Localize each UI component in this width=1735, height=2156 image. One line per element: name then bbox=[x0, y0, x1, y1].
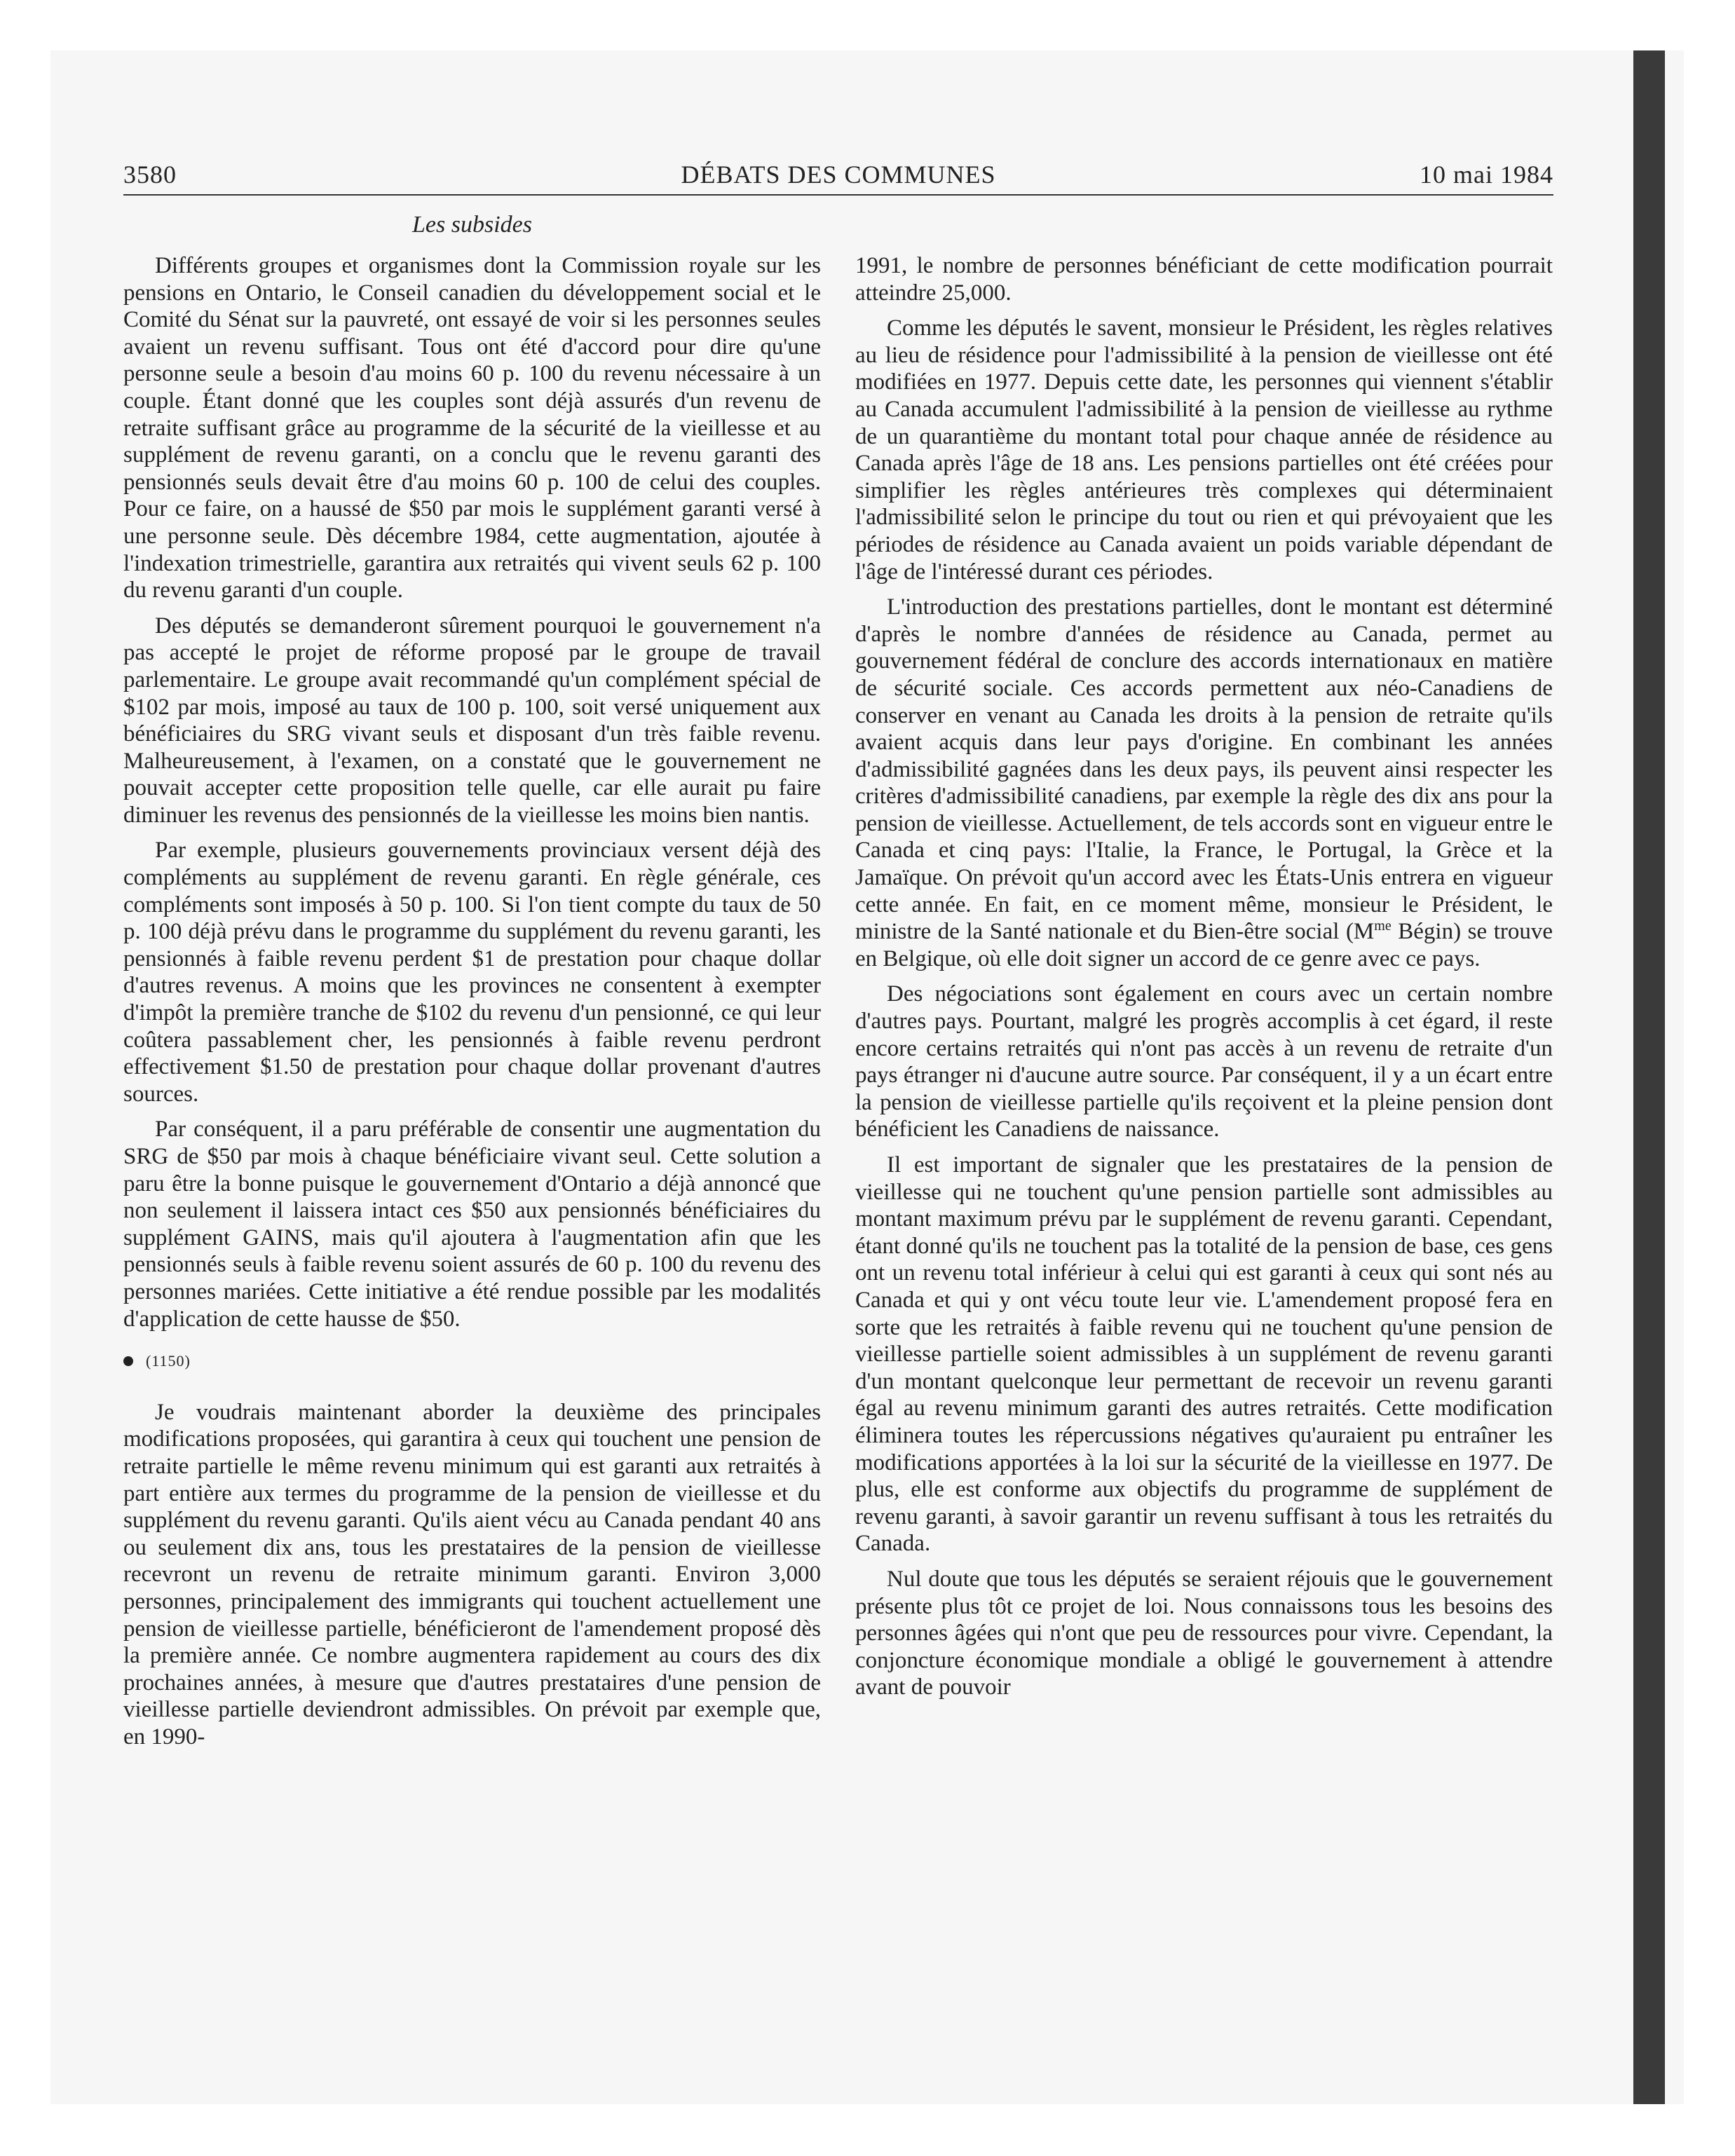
paragraph: Par conséquent, il a paru préférable de consentir une augmentation du SRG de $50 par mois à chaque bénéficiaire vivant seul. Cette solution a paru être la bonne puisque le gouvernement d'Ontario a déjà annoncé que non seulement il laissera intact ces $50 aux pensionnés bénéficiaires du supplément GAINS, mais qu'il ajoutera à l'augmentation afin que les pensionnés seuls à faible revenu soient assurés de 60 p. 100 du revenu des personnes mariées. Cette initiative a été rendue possible par les modalités d'application de cette hausse de $50. bbox=[123, 1117, 821, 1332]
section-title: Les subsides bbox=[412, 212, 532, 238]
publication-title: DÉBATS DES COMMUNES bbox=[681, 161, 996, 189]
paragraph: Nul doute que tous les députés se seraient réjouis que le gouvernement présente plus tôt ce projet de loi. Nous connaissons tous les besoins des personnes âgées qui n'ont que peu de ressources pour vivre. Cependant, la conjoncture économique mondiale a obligé le gouvernement à attendre avant de pouvoir bbox=[855, 1566, 1553, 1700]
paragraph: Comme les députés le savent, monsieur le Président, les règles relatives au lieu de résidence pour l'admissibilité à la pension de vieillesse ont été modifiées en 1977. Depuis cette date, les personnes qui viennent s'établir au Canada accumulent l'admissibilité à la pension de vieillesse au rythme de un quarantième du montant total pour chaque année de résidence au Canada après l'âge de 18 ans. Les pensions partielles ont été créées pour simplifier les règles antérieures très complexes qui déterminaient l'admissibilité selon le principe du tout ou rien et qui prévoyaient que les périodes de résidence au Canada avaient un poids variable dépendant de l'âge de l'intéressé durant ces périodes. bbox=[855, 315, 1553, 585]
page-number: 3580 bbox=[123, 161, 177, 189]
time-marker-label: (1150) bbox=[146, 1352, 191, 1370]
header-rule bbox=[123, 194, 1553, 196]
superscript: me bbox=[1374, 918, 1392, 934]
scan-edge bbox=[1633, 50, 1665, 2104]
paragraph: Différents groupes et organismes dont la Commission royale sur les pensions en Ontario, le Conseil canadien du développement social et le Comité du Sénat sur la pauvreté, ont essayé de voir si les personnes seules avaient un revenu suffisant. Tous ont été d'accord pour dire qu'une personne seule a besoin d'au moins 60 p. 100 du revenu nécessaire à un couple. Étant donné que les couples sont déjà assurés d'un revenu de retraite suffisant grâce au programme de la sécurité de la vieillesse et au supplément de revenu garanti, on a conclu que le revenu garanti des pensionnés seuls devait être d'au moins 60 p. 100 de celui des couples. Pour ce faire, on a haussé de $50 par mois le supplément garanti versé à une personne seule. Dès décembre 1984, cette augmentation, ajoutée à l'indexation trimestrielle, garantira aux retraités qui vivent seuls 62 p. 100 du revenu garanti d'un couple. bbox=[123, 253, 821, 603]
paragraph: Des négociations sont également en cours avec un certain nombre d'autres pays. Pourtant, malgré les progrès accomplis à cet égard, il reste encore certains retraités qui n'ont pas accès à un revenu de retraite d'un pays étranger ni d'aucune autre source. Par conséquent, il y a un écart entre la pension de vieillesse partielle qu'ils reçoivent et la pleine pension dont bénéficient les Canadiens de naissance. bbox=[855, 981, 1553, 1142]
paragraph: Par exemple, plusieurs gouvernements provinciaux versent déjà des compléments au supplément de revenu garanti. En règle générale, ces compléments sont imposés à 50 p. 100. Si l'on tient compte du taux de 50 p. 100 déjà prévu dans le programme du supplément du revenu garanti, les pensionnés à faible revenu perdent $1 de prestation pour chaque dollar d'autres revenus. A moins que les provinces ne consentent à exempter d'impôt la première tranche de $102 du revenu d'un pensionné, ce qui leur coûtera passablement cher, les pensionnés à faible revenu perdront effectivement $1.50 de prestation pour chaque dollar provenant d'autres sources. bbox=[123, 838, 821, 1107]
publication-date: 10 mai 1984 bbox=[1420, 161, 1553, 189]
paragraph bbox=[855, 594, 1553, 972]
paragraph: Il est important de signaler que les prestataires de la pension de vieillesse qui ne touchent qu'une pension partielle sont admissibles au montant maximum prévu par le supplément de revenu garanti. Cependant, étant donné qu'ils ne touchent pas la totalité de la pension de base, ces gens ont un revenu total inférieur à celui qui est garanti à ceux qui sont nés au Canada et qui y ont vécu toute leur vie. L'amendement proposé fera en sorte que les retraités à faible revenu qui ne touchent qu'une pension de vieillesse partielle soient admissibles à un supplément de revenu garanti d'un montant quelconque leur permettant de recevoir un revenu garanti égal au revenu minimum garanti des autres retraités. Cette modification éliminera toutes les répercussions négatives qu'auraient pu entraîner les modifications apportées à la loi sur la sécurité de la vieillesse en 1977. De plus, elle est conforme aux objectifs du programme de supplément de revenu garanti, à savoir garantir un revenu suffisant à tous les retraités du Canada. bbox=[855, 1152, 1553, 1557]
paragraph-part: Bégin) se trouve en Belgique, où elle doit signer un accord de ce genre avec ce pays. bbox=[855, 919, 1553, 971]
paragraph-part: L'introduction des prestations partielles, dont le montant est déterminé d'après le nombre d'années de résidence au Canada, permet au gouvernement fédéral de conclure des accords internationaux en matière de sécurité sociale. Ces accords permettent aux néo-Canadiens de conserver en venant au Canada les droits à la pension de retraite qu'ils avaient acquis dans leur pays d'origine. En combinant les années d'admissibilité gagnées dans les deux pays, ils peuvent ainsi respecter les critères d'admissibilité canadiens, par exemple la règle des dix ans pour la pension de vieillesse. Actuellement, de tels accords sont en vigueur entre le Canada et cinq pays: l'Italie, la France, le Portugal, la Grèce et la Jamaïque. On prévoit qu'un accord avec les États-Unis entrera en vigueur cette année. En fait, en ce moment même, monsieur le Président, le ministre de la Santé nationale et du Bien-être social (M bbox=[855, 594, 1553, 945]
page-header bbox=[123, 160, 1553, 195]
paragraph-continued: 1991, le nombre de personnes bénéficiant de cette modification pourrait atteindre 25,000. bbox=[855, 253, 1553, 306]
paragraph: Des députés se demanderont sûrement pourquoi le gouvernement n'a pas accepté le projet de réforme proposé par le groupe de travail parlementaire. Le groupe avait recommandé qu'un complément spécial de $102 par mois, imposé au taux de 100 p. 100, soit versé uniquement aux bénéficiaires du SRG vivant seuls et disposant d'un très faible revenu. Malheureusement, à l'examen, on a constaté que le gouvernement ne pouvait accepter cette proposition telle quelle, car elle aurait pu faire diminuer les revenus des pensionnés de la vieillesse les moins bien nantis. bbox=[123, 613, 821, 828]
right-column bbox=[855, 252, 1553, 1710]
left-column bbox=[123, 252, 821, 1759]
paragraph: Je voudrais maintenant aborder la deuxième des principales modifications proposées, qui garantira à ceux qui touchent une pension de retraite partielle le même revenu minimum qui est garanti aux retraités à part entière aux termes du programme de la pension de vieillesse et du supplément du revenu garanti. Qu'ils aient vécu au Canada pendant 40 ans ou seulement dix ans, tous les prestataires de la pension de vieillesse recevront un revenu de retraite minimum garanti. Environ 3,000 personnes, principalement des immigrants qui touchent actuellement une pension de vieillesse partielle, bénéficieront de l'amendement proposé dès la première année. Ce nombre augmentera rapidement au cours des dix prochaines années, à mesure que d'autres prestataires d'une pension de vieillesse partielle deviendront admissibles. On prévoit par exemple que, en 1990- bbox=[123, 1399, 821, 1749]
bullet-icon bbox=[123, 1356, 133, 1366]
time-marker bbox=[123, 1348, 821, 1375]
